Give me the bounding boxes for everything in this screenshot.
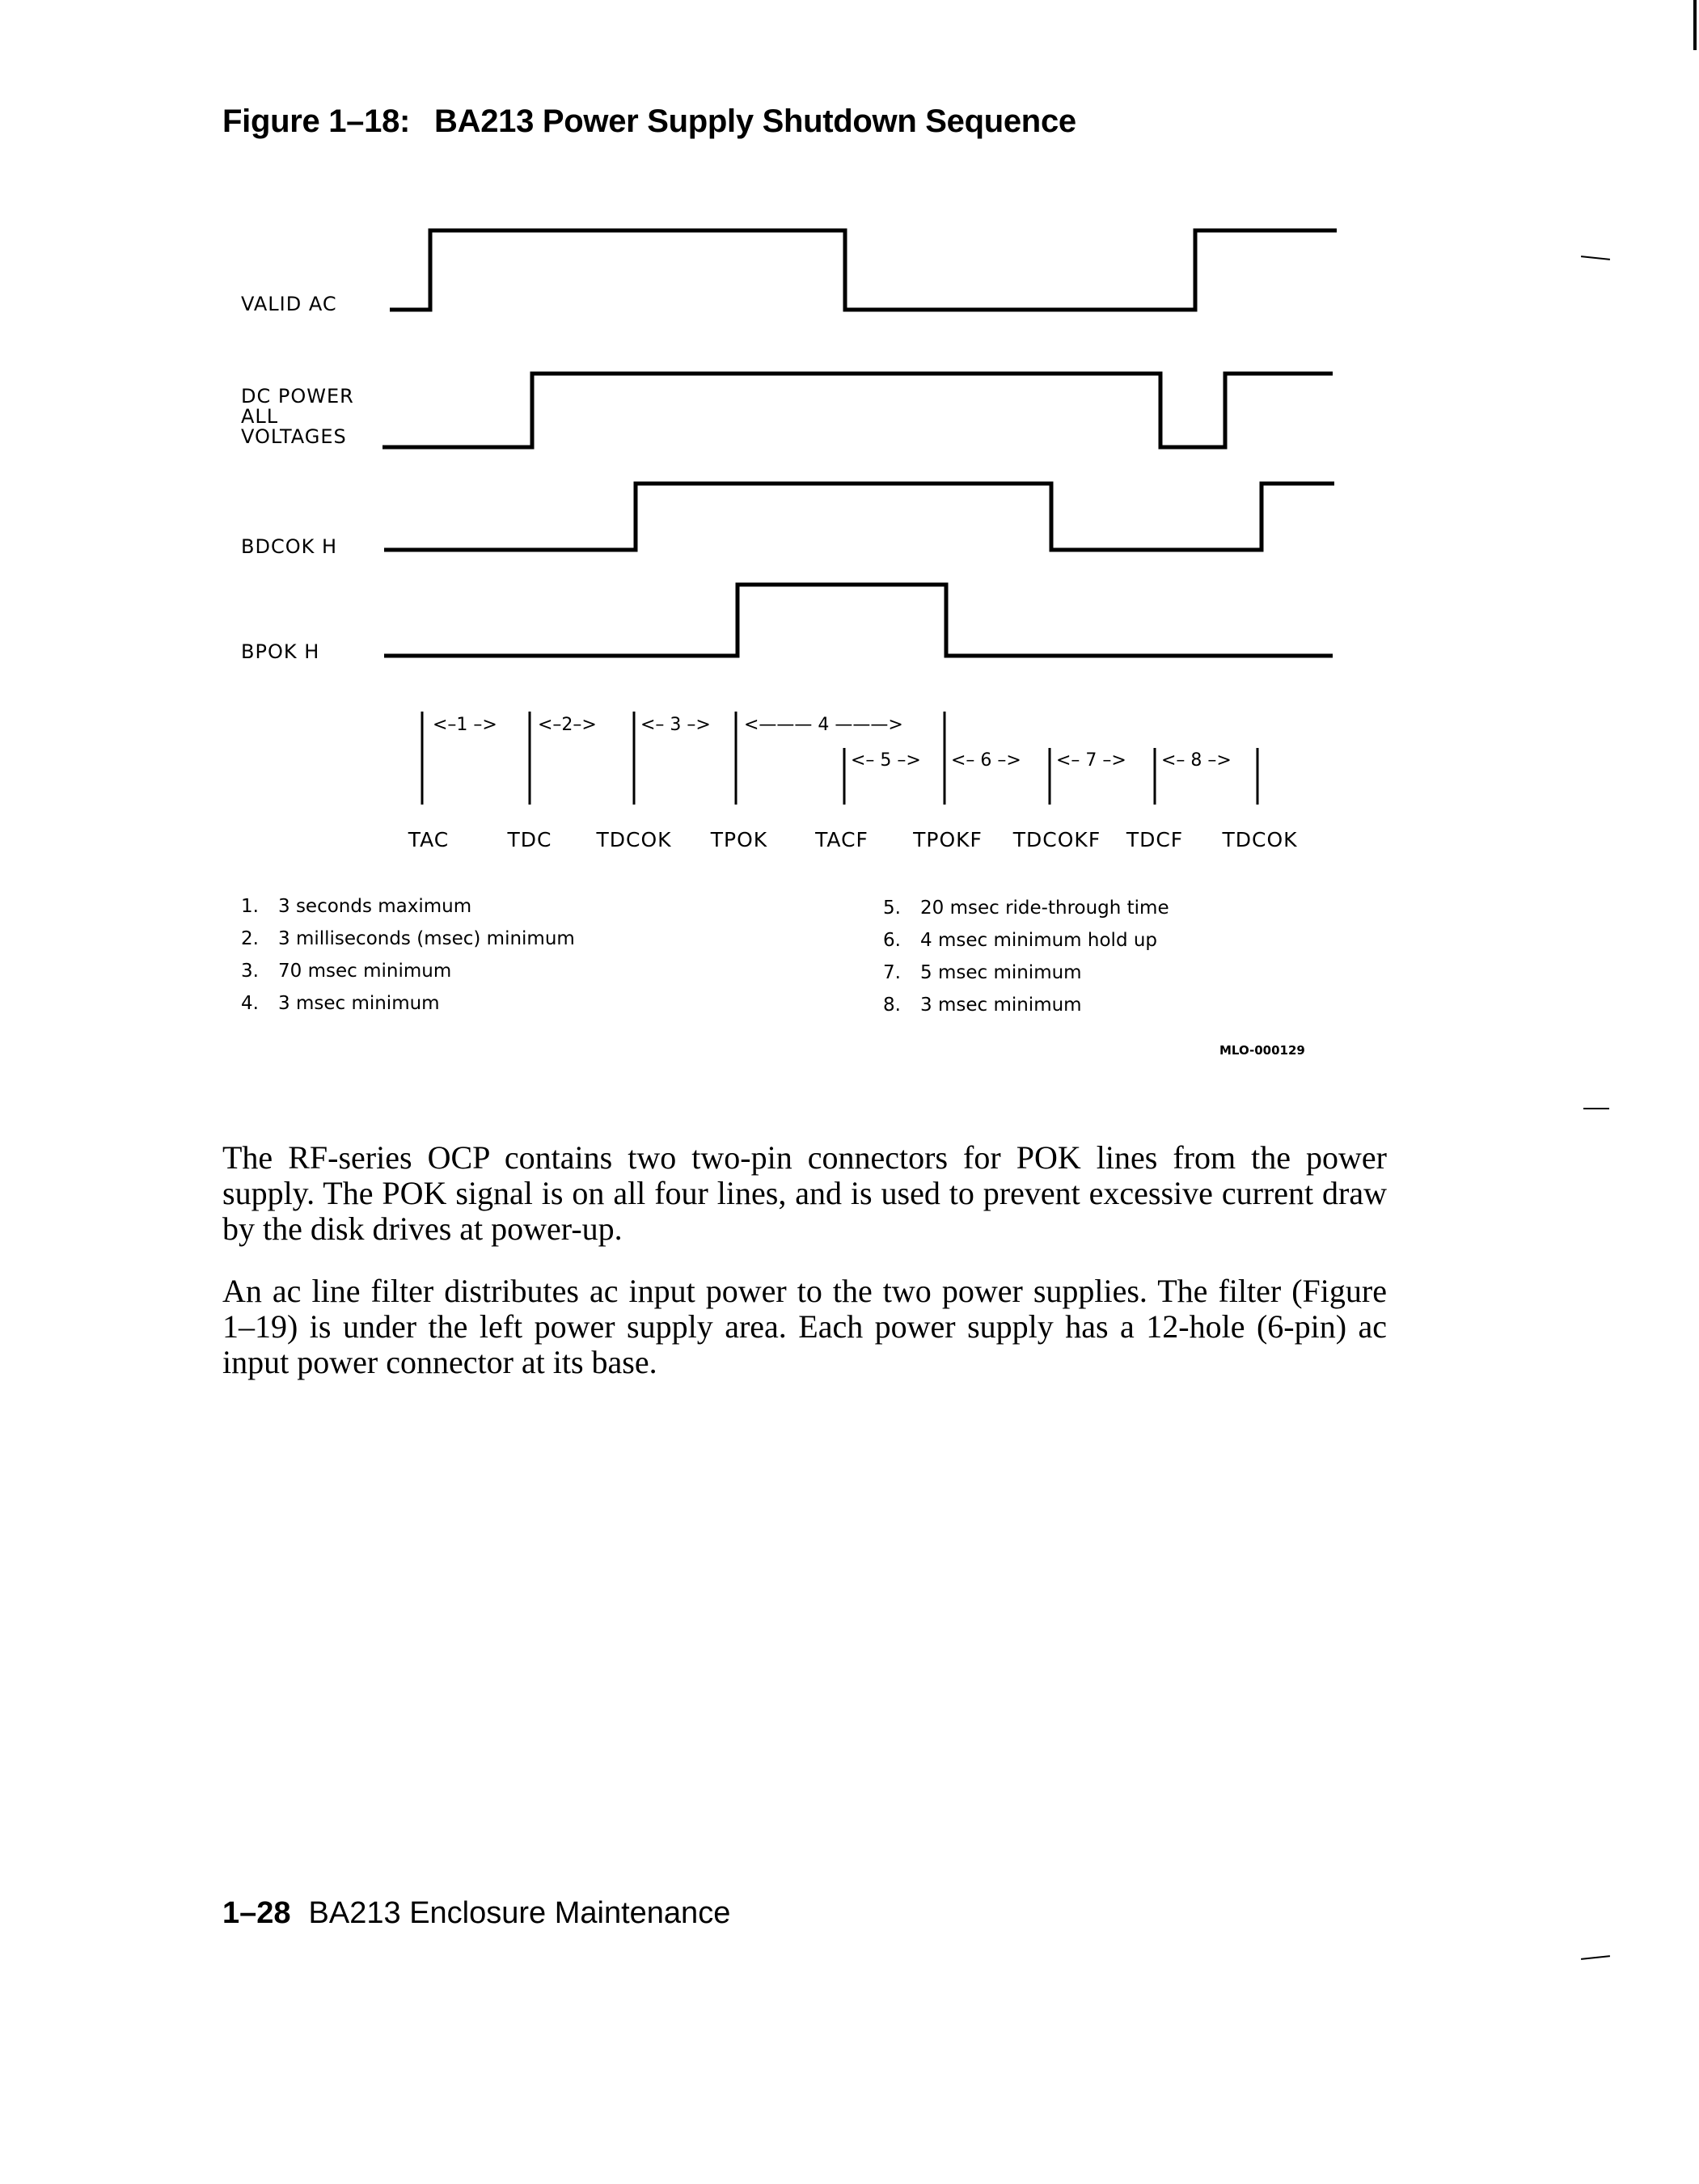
paragraph-1: The RF-series OCP contains two two-pin connectors for POK lines from the power supply. The POK signal is on all four lines, and is used to prevent excessive current draw by the disk drives at power-up. <box>222 1139 1387 1247</box>
signal-label-dc-power: DC POWER ALL VOLTAGES <box>241 385 354 448</box>
timepoint-tdcok: TDCOK <box>596 828 672 851</box>
waveform-bpok <box>384 585 1333 656</box>
waveform-valid-ac <box>390 230 1337 310</box>
section-title: BA213 Enclosure Maintenance <box>308 1896 731 1930</box>
interval-1: <–1 –> <box>433 715 497 735</box>
figure-id: MLO-000129 <box>1219 1043 1305 1058</box>
signal-label-bdcok: BDCOK H <box>241 535 338 558</box>
timepoint-tdcok-end: TDCOK <box>1222 828 1298 851</box>
note-6: 6. 4 msec minimum hold up <box>883 930 1158 951</box>
page-number: 1–28 <box>222 1896 291 1930</box>
interval-3: <– 3 –> <box>640 715 711 735</box>
timepoint-tpokf: TPOKF <box>913 828 983 851</box>
note-3: 3. 70 msec minimum <box>241 961 452 982</box>
paragraph-2: An ac line filter distributes ac input power to the two power supplies. The filter (Figure 1–19) is under the left power supply area. Each power supply has a 12-hole (6-pin) ac input power connector at its base. <box>222 1273 1387 1380</box>
interval-7: <– 7 –> <box>1056 750 1126 771</box>
timepoint-tpok: TPOK <box>710 828 768 851</box>
note-8: 8. 3 msec minimum <box>883 995 1082 1016</box>
timepoint-tac: TAC <box>408 828 450 851</box>
interval-6: <– 6 –> <box>951 750 1021 771</box>
note-5: 5. 20 msec ride-through time <box>883 898 1169 919</box>
figure-caption: BA213 Power Supply Shutdown Sequence <box>434 103 1076 139</box>
interval-2: <–2–> <box>538 715 597 735</box>
note-2: 2. 3 milliseconds (msec) minimum <box>241 928 575 949</box>
timepoint-tdcf: TDCF <box>1126 828 1184 851</box>
interval-8: <– 8 –> <box>1161 750 1232 771</box>
scan-tick-mark <box>1581 1955 1610 1960</box>
signal-label-valid-ac: VALID AC <box>241 293 337 315</box>
figure-number: Figure 1–18: <box>222 103 411 139</box>
signal-label-bpok: BPOK H <box>241 640 320 663</box>
interval-4: <——— 4 ———> <box>744 715 903 735</box>
waveform-bdcok <box>384 484 1334 550</box>
scan-tick-mark <box>1583 1108 1609 1109</box>
scan-edge-mark <box>1693 0 1697 50</box>
timepoint-tdc: TDC <box>507 828 552 851</box>
note-7: 7. 5 msec minimum <box>883 962 1082 983</box>
timepoint-tdcokf: TDCOKF <box>1012 828 1101 851</box>
waveform-dc-power <box>382 374 1333 447</box>
page-footer <box>222 1896 730 1931</box>
note-4: 4. 3 msec minimum <box>241 993 440 1014</box>
interval-5: <– 5 –> <box>851 750 921 771</box>
note-1: 1. 3 seconds maximum <box>241 896 472 917</box>
timepoint-tacf: TACF <box>815 828 869 851</box>
timing-diagram <box>0 0 1699 1051</box>
